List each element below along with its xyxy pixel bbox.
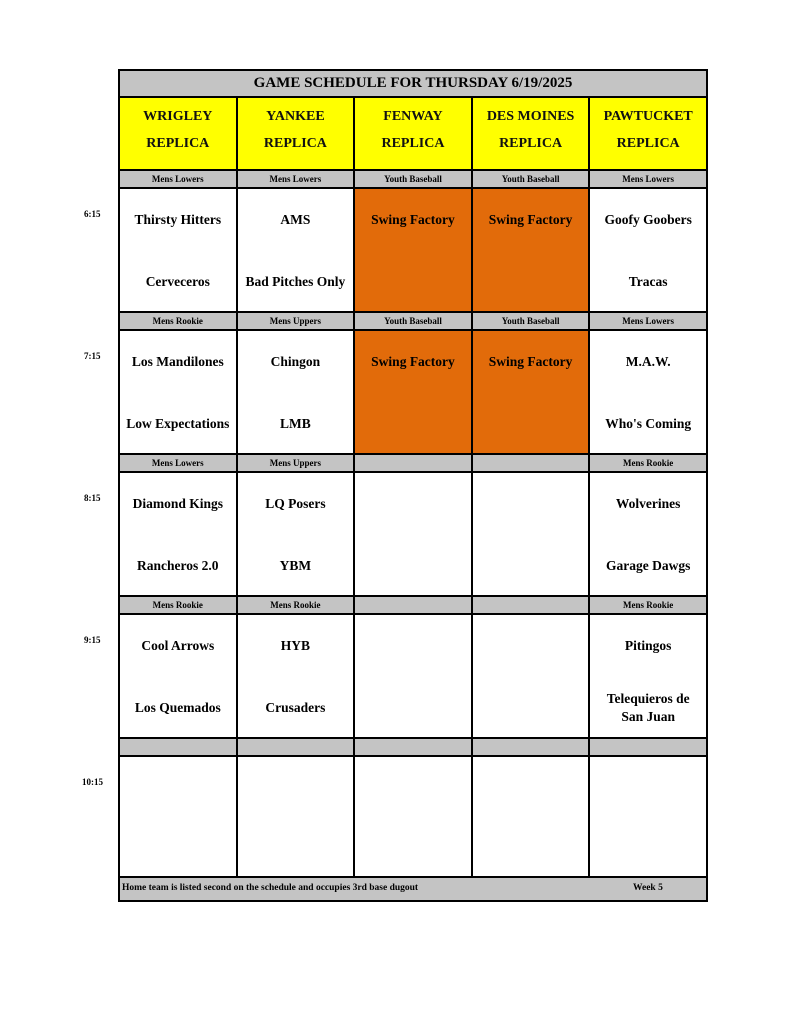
away-team: LQ Posers xyxy=(265,496,326,511)
game-cell xyxy=(238,189,356,311)
division-label: Mens Rookie xyxy=(120,597,238,613)
division-label: Mens Rookie xyxy=(120,313,238,329)
away-team: M.A.W. xyxy=(625,354,671,369)
away-team: Wolverines xyxy=(615,496,681,511)
game-cell xyxy=(590,615,706,737)
empty-game-cell xyxy=(238,757,356,879)
away-team: AMS xyxy=(280,212,311,227)
venue-wrigley xyxy=(120,98,238,169)
time-block-615 xyxy=(120,171,706,313)
youth-game-cell xyxy=(473,331,591,453)
venue-subtitle: REPLICA xyxy=(381,136,445,151)
home-team: Tracas xyxy=(628,274,668,289)
venue-name: DES MOINES xyxy=(486,109,575,124)
division-label xyxy=(355,739,473,755)
time-block-815 xyxy=(120,455,706,597)
game-cell xyxy=(238,473,356,595)
empty-game-cell xyxy=(355,615,473,737)
home-team: Bad Pitches Only xyxy=(245,274,346,289)
game-cell xyxy=(590,473,706,595)
game-cell xyxy=(238,615,356,737)
away-team: Pitingos xyxy=(624,638,672,653)
game-cell xyxy=(590,189,706,311)
empty-game-cell xyxy=(473,473,591,595)
away-team: Los Mandilones xyxy=(131,354,224,369)
game-cell xyxy=(120,189,238,311)
time-label-815: 8:15 xyxy=(84,493,101,503)
home-team: Los Quemados xyxy=(134,700,221,715)
venue-subtitle: REPLICA xyxy=(616,136,680,151)
division-label: Mens Uppers xyxy=(238,313,356,329)
time-column xyxy=(0,0,118,1024)
time-block-1015 xyxy=(120,739,706,879)
empty-game-cell xyxy=(473,615,591,737)
home-team: LMB xyxy=(280,416,311,431)
youth-game-cell xyxy=(355,331,473,453)
division-row xyxy=(120,313,706,331)
division-label: Youth Baseball xyxy=(355,171,473,187)
empty-game-cell xyxy=(355,473,473,595)
division-label: Youth Baseball xyxy=(473,313,591,329)
division-label: Mens Lowers xyxy=(238,171,356,187)
venue-yankee xyxy=(238,98,356,169)
division-label: Mens Rookie xyxy=(238,597,356,613)
schedule-table xyxy=(118,69,708,902)
youth-game-cell xyxy=(355,189,473,311)
empty-game-cell xyxy=(473,757,591,879)
venue-header-row xyxy=(120,98,706,171)
division-label: Mens Uppers xyxy=(238,455,356,471)
venue-pawtucket xyxy=(590,98,706,169)
division-label xyxy=(238,739,356,755)
venue-subtitle: REPLICA xyxy=(146,136,210,151)
venue-name: YANKEE xyxy=(266,109,325,124)
home-team: Rancheros 2.0 xyxy=(137,558,219,573)
away-team: Cool Arrows xyxy=(141,638,215,653)
division-label xyxy=(355,455,473,471)
youth-team: Swing Factory xyxy=(488,212,573,227)
time-label-915: 9:15 xyxy=(84,635,101,645)
venue-subtitle: REPLICA xyxy=(499,136,563,151)
home-team-note: Home team is listed second on the schedule and occupies 3rd base dugout xyxy=(122,883,419,893)
youth-team: Swing Factory xyxy=(488,354,573,369)
games-row xyxy=(120,473,706,597)
youth-team: Swing Factory xyxy=(371,212,455,227)
game-cell xyxy=(590,331,706,453)
division-row xyxy=(120,739,706,757)
division-label: Mens Lowers xyxy=(622,316,675,326)
schedule-title: GAME SCHEDULE FOR THURSDAY 6/19/2025 xyxy=(120,71,706,98)
home-team xyxy=(590,690,706,726)
youth-game-cell xyxy=(473,189,591,311)
away-team: Thirsty Hitters xyxy=(134,212,222,227)
venue-subtitle: REPLICA xyxy=(263,136,327,151)
division-label: Youth Baseball xyxy=(473,171,591,187)
home-team: YBM xyxy=(279,558,312,573)
home-team-line: San Juan xyxy=(621,709,675,724)
division-label xyxy=(473,455,591,471)
away-team: Goofy Goobers xyxy=(604,212,692,227)
games-row xyxy=(120,331,706,455)
division-row xyxy=(120,455,706,473)
game-cell xyxy=(120,473,238,595)
venue-des-moines xyxy=(473,98,591,169)
schedule-footer xyxy=(120,876,706,900)
division-label xyxy=(473,739,591,755)
home-team: Garage Dawgs xyxy=(605,558,691,573)
venue-name: PAWTUCKET xyxy=(603,109,693,124)
game-cell xyxy=(238,331,356,453)
division-label: Youth Baseball xyxy=(355,313,473,329)
division-label xyxy=(473,597,591,613)
division-label xyxy=(355,597,473,613)
division-label: Mens Rookie xyxy=(623,458,674,468)
time-label-715: 7:15 xyxy=(84,351,101,361)
game-cell xyxy=(120,615,238,737)
away-team: Chingon xyxy=(270,354,321,369)
venue-fenway xyxy=(355,98,473,169)
empty-game-cell xyxy=(120,757,238,879)
home-team: Cerveceros xyxy=(145,274,210,289)
division-label: Mens Rookie xyxy=(623,600,674,610)
away-team: HYB xyxy=(280,638,311,653)
home-team: Low Expectations xyxy=(126,416,230,431)
game-cell xyxy=(120,331,238,453)
games-row xyxy=(120,615,706,739)
home-team: Who's Coming xyxy=(605,416,692,431)
division-label: Mens Lowers xyxy=(120,455,238,471)
division-label: Mens Lowers xyxy=(120,171,238,187)
division-label: Mens Lowers xyxy=(622,174,675,184)
home-team: Crusaders xyxy=(265,700,326,715)
venue-name: WRIGLEY xyxy=(143,109,213,124)
division-label xyxy=(120,739,238,755)
games-row xyxy=(120,189,706,313)
time-block-715 xyxy=(120,313,706,455)
time-label-615: 6:15 xyxy=(84,209,101,219)
games-row xyxy=(120,757,706,879)
division-row xyxy=(120,597,706,615)
home-team-line: Telequieros de xyxy=(606,691,690,706)
away-team: Diamond Kings xyxy=(132,496,223,511)
time-label-1015: 10:15 xyxy=(82,777,103,787)
week-label: Week 5 xyxy=(633,883,663,893)
division-row xyxy=(120,171,706,189)
youth-team: Swing Factory xyxy=(371,354,455,369)
empty-game-cell xyxy=(355,757,473,879)
venue-name: FENWAY xyxy=(383,109,443,124)
division-label xyxy=(590,739,706,755)
empty-game-cell xyxy=(590,757,706,879)
time-block-915 xyxy=(120,597,706,739)
